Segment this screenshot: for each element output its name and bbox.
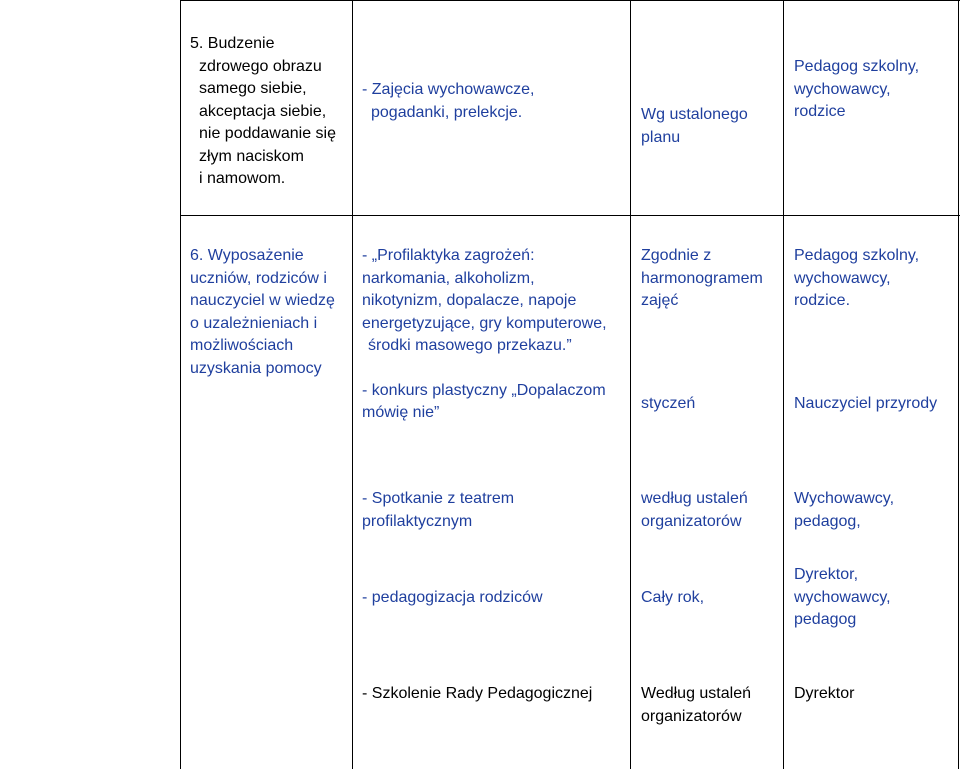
term-line: organizatorów — [641, 512, 742, 530]
goal-line: złym naciskom — [199, 147, 304, 165]
goal-line: samego siebie, — [199, 80, 307, 97]
goal-line: 6. Wyposażenie — [190, 247, 304, 264]
responsible-line: Dyrektor — [794, 685, 855, 702]
responsible-line: rodzice — [794, 103, 846, 120]
task-line: - konkurs plastyczny „Dopalaczom — [362, 381, 606, 399]
responsible-line: pedagog, — [794, 512, 861, 530]
task-cell-6b — [362, 488, 514, 533]
task-line: - Zajęcia wychowawcze, — [362, 81, 535, 98]
column-border-goal-task — [352, 0, 353, 769]
term-line: harmonogramem — [641, 269, 763, 287]
goal-line: o uzależnieniach i — [190, 314, 318, 332]
term-line: Cały rok, — [641, 589, 705, 606]
task-line: nikotynizm, dopalacze, napoje — [362, 292, 577, 309]
responsible-line: wychowawcy, — [794, 80, 891, 98]
responsible-cell-5 — [794, 56, 919, 124]
goal-line: zdrowego obrazu — [199, 57, 322, 75]
term-line: Wg ustalonego — [641, 106, 748, 123]
term-line: planu — [641, 128, 681, 146]
term-cell-6b — [641, 393, 695, 416]
task-line: narkomania, alkoholizm, — [362, 269, 535, 287]
column-border-left — [180, 0, 181, 769]
term-cell-5 — [641, 104, 748, 149]
term-line: styczeń — [641, 395, 696, 412]
goal-line: możliwościach — [190, 337, 294, 354]
term-cell-6c — [641, 488, 748, 533]
task-line: energetyzujące, gry komputerowe, — [362, 314, 607, 332]
task-line: - „Profilaktyka zagrożeń: — [362, 247, 535, 264]
table-top-border — [180, 0, 960, 1]
task-line: mówię nie” — [362, 404, 440, 421]
column-border-task-term — [630, 0, 631, 769]
responsible-line: Wychowawcy, — [794, 490, 895, 507]
goal-line: i namowom. — [199, 170, 286, 187]
responsible-cell-6 — [794, 245, 919, 313]
responsible-line: wychowawcy, — [794, 588, 891, 606]
task-line: - pedagogizacja rodziców — [362, 589, 543, 606]
term-line: organizatorów — [641, 707, 742, 725]
responsible-line: rodzice. — [794, 292, 851, 309]
goal-line: uczniów, rodziców i — [190, 269, 327, 287]
responsible-line: pedagog — [794, 611, 857, 628]
responsible-cell-6d — [794, 564, 891, 632]
column-border-right — [958, 0, 959, 769]
responsible-cell-6b — [794, 393, 937, 416]
goal-cell-6 — [190, 245, 335, 380]
term-line: Według ustaleń — [641, 685, 751, 702]
column-border-term-resp — [783, 0, 784, 769]
responsible-line: Dyrektor, — [794, 566, 859, 583]
task-line: profilaktycznym — [362, 512, 473, 530]
responsible-cell-6e — [794, 683, 854, 706]
term-line: Zgodnie z — [641, 247, 712, 264]
term-cell-6d — [641, 587, 704, 610]
responsible-line: Nauczyciel przyrody — [794, 395, 938, 412]
task-line: pogadanki, prelekcje. — [371, 103, 523, 121]
task-cell-5 — [362, 79, 535, 124]
responsible-line: wychowawcy, — [794, 269, 891, 287]
task-cell-6c — [362, 587, 543, 610]
goal-line: akceptacja siebie, — [199, 102, 327, 120]
goal-line: 5. Budzenie — [190, 35, 275, 52]
goal-line: nauczyciel w wiedzę — [190, 292, 335, 309]
task-cell-6d — [362, 683, 592, 706]
task-line: - Spotkanie z teatrem — [362, 490, 515, 507]
responsible-cell-6c — [794, 488, 894, 533]
goal-cell-5 — [190, 33, 336, 191]
goal-line: uzyskania pomocy — [190, 359, 322, 377]
task-cell-6 — [362, 245, 607, 425]
goal-line: nie poddawanie się — [199, 125, 336, 142]
term-cell-6e — [641, 683, 751, 728]
term-line: zajęć — [641, 292, 679, 309]
task-line: środki masowego przekazu.” — [368, 337, 572, 354]
term-line: według ustaleń — [641, 490, 748, 507]
term-cell-6 — [641, 245, 763, 313]
row-divider — [180, 215, 960, 216]
task-line: - Szkolenie Rady Pedagogicznej — [362, 685, 593, 702]
responsible-line: Pedagog szkolny, — [794, 58, 920, 75]
responsible-line: Pedagog szkolny, — [794, 247, 920, 264]
